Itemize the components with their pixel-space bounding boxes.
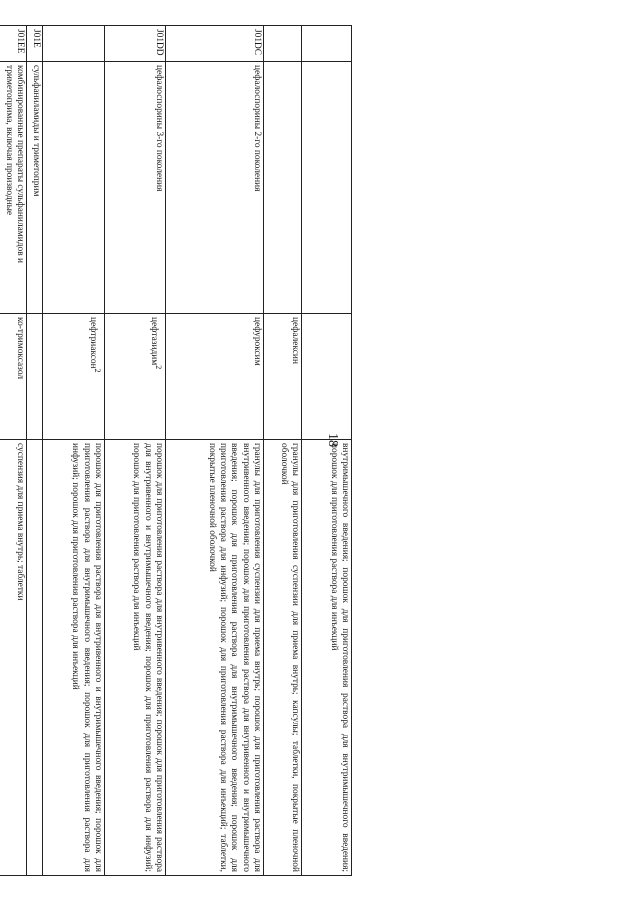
- code-cell: [302, 26, 352, 62]
- form-cell: гранулы для приготовления суспензии для приема внутрь; капсулы; таблетки, покрытые пленочной оболочкой: [264, 440, 302, 876]
- group-cell: комбинированные препараты сульфаниламидов и триметоприма, включая производные: [0, 62, 27, 314]
- form-cell: гранулы для приготовления суспензии для приема внутрь; порошок для приготовления раствора для внутривенного введения; порошок для приготовления раствора для внутривенного и внутримышечного введения; порошок для приготовления раствора для внутримышечного введения; порошок для приготовления раствора для инфузий; порошок для приготовления раствора для инъекций; таблетки, покрытые пленочной оболочкой: [166, 440, 264, 876]
- group-cell: [43, 62, 105, 314]
- code-cell: J01DD: [105, 26, 166, 62]
- table-row: [27, 26, 43, 876]
- drug-table: [0, 25, 352, 876]
- group-cell: цефалоспорины 3-го поколения: [105, 62, 166, 314]
- form-cell: суспензия для приема внутрь; таблетки: [0, 440, 27, 876]
- form-cell: порошок для приготовления раствора для внутривенного и внутримышечного введения; порошок для приготовления раствора для внутримышечного введения; порошок для приготовления раствора для инфузий; порошок для приготовления раствора для инъекций: [43, 440, 105, 876]
- table-row: [105, 26, 166, 876]
- code-cell: J01E: [27, 26, 43, 62]
- drug-cell: [27, 314, 43, 440]
- table-row: [43, 26, 105, 876]
- footnote-mark: 2: [154, 365, 163, 370]
- code-cell: J01EE: [0, 26, 27, 62]
- form-cell: [27, 440, 43, 876]
- table-row: [0, 26, 27, 876]
- drug-cell: цефалексин: [264, 314, 302, 440]
- drug-cell: [302, 314, 352, 440]
- table-row: [302, 26, 352, 876]
- drug-cell: [43, 314, 105, 440]
- group-cell: сульфаниламиды и триметоприм: [27, 62, 43, 314]
- rotated-table-wrapper: [3, 25, 352, 875]
- drug-name: цефтазидим: [148, 317, 159, 366]
- group-cell: [264, 62, 302, 314]
- code-cell: [264, 26, 302, 62]
- drug-cell: ко-тримоксазол: [0, 314, 27, 440]
- drug-cell: цефуроксим: [166, 314, 264, 440]
- drug-name: цефтриаксон: [87, 317, 98, 369]
- table-row: [264, 26, 302, 876]
- group-cell: цефалоспорины 2-го поколения: [166, 62, 264, 314]
- group-cell: [302, 62, 352, 314]
- table-row: [166, 26, 264, 876]
- footnote-mark: 2: [93, 368, 102, 373]
- code-cell: J01DC: [166, 26, 264, 62]
- form-cell: внутримышечного введения; порошок для приготовления раствора для внутримышечного введения; порошок для приготовления раствора для инъекций: [302, 440, 352, 876]
- form-cell: порошок для приготовления раствора для внутривенного введения; порошок для приготовления раствора для внутривенного и внутримышечного введения; порошок для приготовления раствора для инфузий; порошок для приготовления раствора для инъекций: [105, 440, 166, 876]
- code-cell: [43, 26, 105, 62]
- drug-cell: [105, 314, 166, 440]
- page-number: 18: [325, 433, 340, 447]
